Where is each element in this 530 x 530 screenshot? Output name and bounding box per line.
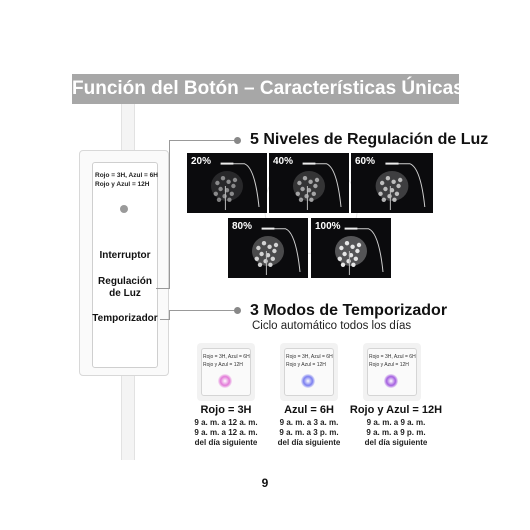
mode-line3-red: del día siguiente	[194, 438, 258, 447]
plant-leaf	[354, 257, 358, 261]
mode-panel-text-2: Rojo y Azul = 12H	[369, 362, 409, 368]
plant-leaf	[299, 198, 303, 202]
plant-leaf	[230, 192, 234, 196]
plant-leaf	[396, 184, 400, 188]
plant-leaf	[272, 249, 276, 253]
plant-leaf	[313, 184, 317, 188]
plant-leaf	[262, 241, 266, 245]
plant-leaf	[392, 198, 396, 202]
light-glow	[335, 236, 367, 266]
plant-leaf	[297, 181, 301, 185]
level-label: 20%	[191, 156, 212, 167]
mode-title-red: Rojo = 3H	[200, 404, 252, 416]
plant-leaf	[217, 198, 221, 202]
plant-leaf	[339, 246, 343, 250]
mode-line1-redblue: 9 a. m. a 9 a. m.	[366, 418, 426, 427]
plant-leaf	[222, 194, 226, 198]
mode-line1-blue: 9 a. m. a 3 a. m.	[279, 418, 339, 427]
mode-title-blue: Azul = 6H	[284, 404, 334, 416]
plant-leaf	[382, 198, 386, 202]
plant-leaf	[378, 192, 382, 196]
plant-leaf	[315, 178, 319, 182]
dimming-heading: 5 Niveles de Regulación de Luz	[250, 131, 489, 148]
plant-leaf	[351, 263, 355, 267]
dimming-connector-h1	[156, 288, 170, 289]
dimming-bullet	[234, 137, 241, 144]
dimming-label-line1[interactable]: Regulación	[98, 276, 152, 287]
plant-leaf	[227, 198, 231, 202]
light-glow	[376, 171, 409, 201]
mode-line2-blue: 9 a. m. a 3 p. m.	[279, 428, 339, 437]
timer-heading: 3 Modos de Temporizador	[250, 302, 448, 319]
led-glow-redblue	[384, 374, 398, 388]
plant-leaf	[380, 181, 384, 185]
plant-leaf	[341, 263, 345, 267]
plant-leaf	[233, 178, 237, 182]
lamp-head	[303, 163, 316, 165]
plant-leaf	[231, 184, 235, 188]
mode-panel-text-1: Rojo = 3H, Azul = 6H	[369, 354, 416, 360]
plant-leaf	[274, 243, 278, 247]
lamp-head	[262, 228, 275, 230]
plant-leaf	[391, 180, 395, 184]
lamp-head	[221, 163, 234, 165]
plant-leaf	[256, 246, 260, 250]
plant-leaf	[214, 192, 218, 196]
plant-leaf	[268, 263, 272, 267]
plant-leaf	[338, 257, 342, 261]
level-photo-80	[228, 218, 308, 278]
timer-label[interactable]: Temporizador	[92, 313, 158, 324]
plant-leaf	[255, 257, 259, 261]
plant-leaf	[300, 187, 304, 191]
timer-bullet	[234, 307, 241, 314]
light-glow	[211, 171, 243, 201]
plant-leaf	[296, 192, 300, 196]
plant-leaf	[398, 178, 402, 182]
dimming-connector-h2	[169, 140, 235, 141]
plant-leaf	[258, 263, 262, 267]
lamp-pole-bottom	[121, 374, 135, 460]
panel-label-line2: Rojo y Azul = 12H	[95, 181, 150, 188]
level-photo-60	[351, 153, 433, 213]
plant-leaf	[395, 192, 399, 196]
timer-connector-v	[169, 310, 170, 320]
plant-leaf	[271, 257, 275, 261]
plant-leaf	[383, 187, 387, 191]
switch-label[interactable]: Interruptor	[99, 250, 151, 261]
plant-leaf	[357, 243, 361, 247]
plant-leaf	[226, 180, 230, 184]
timer-subheading: Ciclo automático todos los días	[252, 320, 412, 332]
light-glow	[252, 236, 284, 266]
plant-leaf	[267, 245, 271, 249]
plant-leaf	[303, 176, 307, 180]
mode-panel-text-2: Rojo y Azul = 12H	[203, 362, 243, 368]
mode-line3-blue: del día siguiente	[277, 438, 341, 447]
plant-leaf	[346, 259, 350, 263]
page-number: 9	[261, 476, 269, 490]
mode-line3-redblue: del día siguiente	[364, 438, 428, 447]
title-banner: Función del Botón – Características Únicas	[72, 74, 459, 104]
led-glow-red	[218, 374, 232, 388]
light-glow	[293, 171, 325, 201]
plant-leaf	[387, 194, 391, 198]
mode-title-redblue: Rojo y Azul = 12H	[349, 404, 443, 416]
plant-leaf	[304, 194, 308, 198]
dimming-connector-v	[169, 140, 170, 289]
level-label: 60%	[355, 156, 376, 167]
plant-leaf	[308, 180, 312, 184]
plant-leaf	[309, 198, 313, 202]
indicator-led	[120, 205, 128, 213]
mode-panel-text-1: Rojo = 3H, Azul = 6H	[203, 354, 250, 360]
plant-leaf	[259, 252, 263, 256]
timer-connector-h2	[169, 310, 235, 311]
level-label: 80%	[232, 221, 253, 232]
level-photo-40	[269, 153, 349, 213]
dimming-label-line2[interactable]: de Luz	[109, 288, 141, 299]
lamp-head	[385, 163, 398, 165]
lamp-head	[345, 228, 358, 230]
plant-leaf	[218, 187, 222, 191]
plant-leaf	[350, 245, 354, 249]
mode-line2-redblue: 9 a. m. a 9 p. m.	[366, 428, 426, 437]
mode-panel-text-1: Rojo = 3H, Azul = 6H	[286, 354, 333, 360]
controller-panel	[92, 162, 158, 368]
mode-line2-red: 9 a. m. a 12 a. m.	[194, 428, 258, 437]
level-label: 40%	[273, 156, 294, 167]
plant-leaf	[355, 249, 359, 253]
panel-label-line1: Rojo = 3H, Azul = 6H	[95, 172, 158, 179]
mode-panel-text-2: Rojo y Azul = 12H	[286, 362, 326, 368]
lamp-pole-top	[121, 104, 135, 150]
level-photo-20	[187, 153, 267, 213]
plant-leaf	[263, 259, 267, 263]
led-glow-blue	[301, 374, 315, 388]
mode-line1-red: 9 a. m. a 12 a. m.	[194, 418, 258, 427]
plant-leaf	[342, 252, 346, 256]
level-label: 100%	[315, 221, 341, 232]
plant-leaf	[386, 176, 390, 180]
plant-leaf	[312, 192, 316, 196]
level-photo-100	[311, 218, 391, 278]
plant-leaf	[345, 241, 349, 245]
plant-leaf	[221, 176, 225, 180]
plant-leaf	[215, 181, 219, 185]
